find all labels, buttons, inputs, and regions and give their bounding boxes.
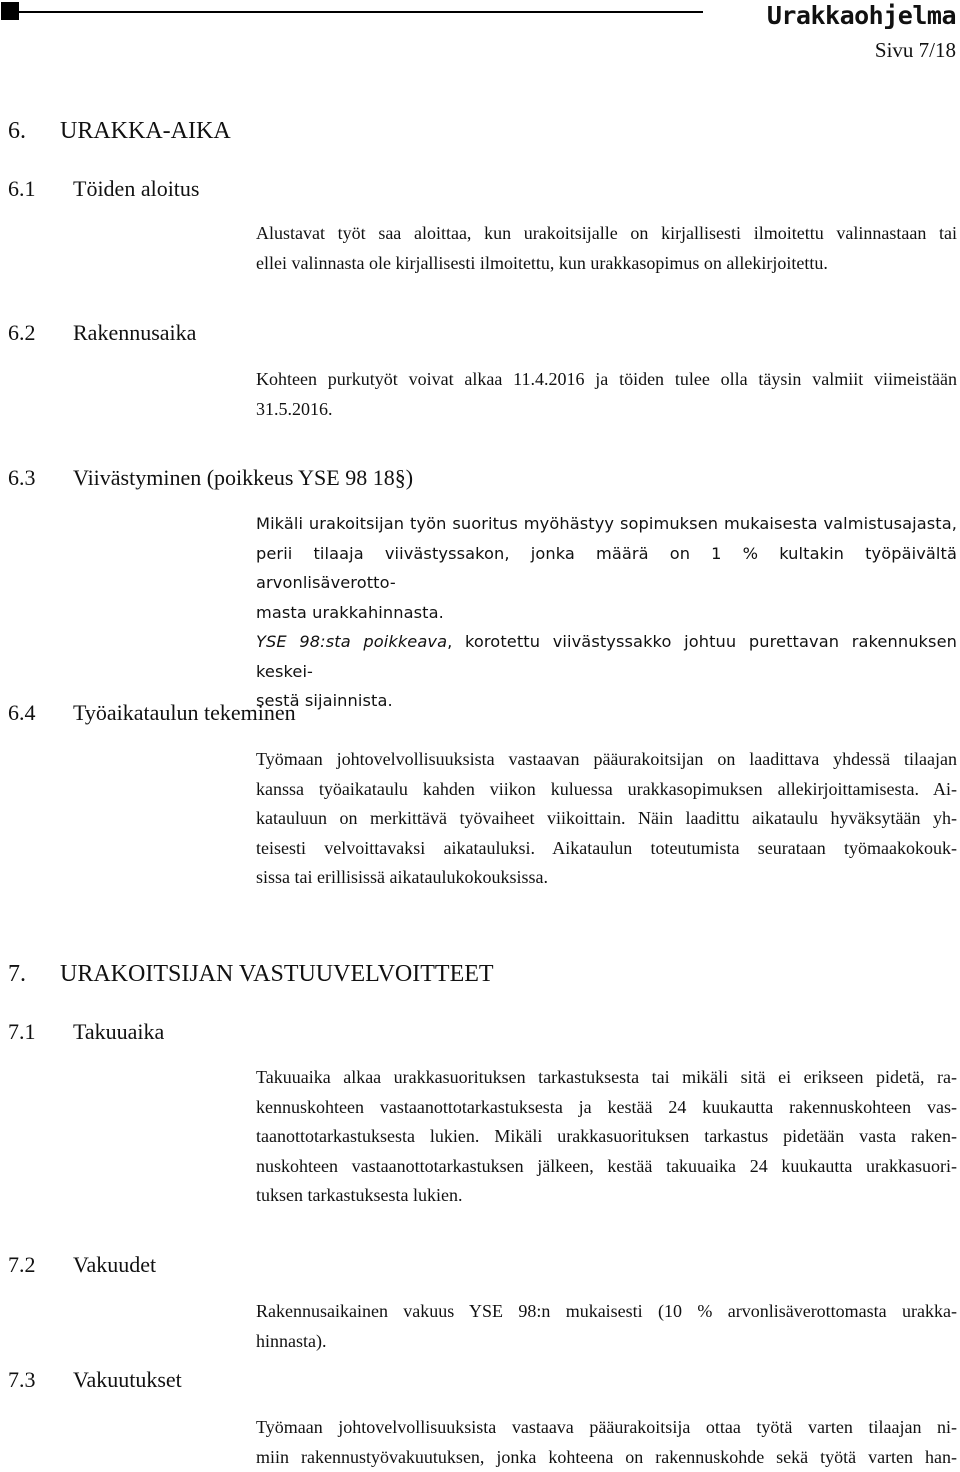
heading-section-7-1 bbox=[8, 1019, 164, 1045]
paragraph-7-2 bbox=[256, 1297, 957, 1356]
text-line: Takuuaika alkaa urakkasuorituksen tarkastuksesta tai mikäli sitä ei erikseen pidetä, ra- bbox=[256, 1063, 957, 1093]
heading-section-6-4 bbox=[8, 700, 296, 726]
text-line: Mikäli urakoitsijan työn suoritus myöhästyy sopimuksen mukaisesta valmistusajasta, bbox=[256, 509, 957, 539]
heading-section-6 bbox=[8, 118, 231, 145]
section-title: Vakuutukset bbox=[73, 1367, 182, 1392]
page-number: Sivu 7/18 bbox=[875, 38, 956, 63]
text-line: Alustavat työt saa aloittaa, kun urakoitsijalle on kirjallisesti ilmoitettu valinnastaan tai bbox=[256, 219, 957, 249]
heading-section-6-2 bbox=[8, 320, 196, 346]
section-number: 6.3 bbox=[8, 465, 73, 491]
text-line: Kohteen purkutyöt voivat alkaa 11.4.2016 ja töiden tulee olla täysin valmiit viimeistään bbox=[256, 365, 957, 395]
text-line: perii tilaaja viivästyssakon, jonka määrä on 1 % kultakin työpäivältä arvonlisäverotto- bbox=[256, 539, 957, 598]
paragraph-6-2 bbox=[256, 365, 957, 424]
text-line: kanssa työaikataulu kahden viikon kuluessa urakkasopimuksen allekirjoittamisesta. Ai- bbox=[256, 775, 957, 805]
paragraph-6-3 bbox=[256, 509, 957, 716]
section-title: Takuuaika bbox=[73, 1019, 164, 1044]
text-fragment: , korotettu viivästyssakko johtuu purettavan rakennuksen keskei- bbox=[256, 632, 957, 681]
section-number: 7.2 bbox=[8, 1252, 73, 1278]
text-line: katauluun on merkittävä työvaiheet viikoittain. Näin laadittu aikataulu hyväksytään yh- bbox=[256, 804, 957, 834]
text-line bbox=[256, 627, 957, 686]
header-rule bbox=[19, 11, 703, 13]
section-title: Vakuudet bbox=[73, 1252, 156, 1277]
header-square-mark bbox=[1, 2, 19, 20]
paragraph-7-1 bbox=[256, 1063, 957, 1211]
paragraph-6-1 bbox=[256, 219, 957, 278]
section-number: 6.4 bbox=[8, 700, 73, 726]
text-line: Työmaan johtovelvollisuuksista vastaavan pääurakoitsijan on laadittava yhdessä tilaajan bbox=[256, 745, 957, 775]
text-line: sissa tai erillisissä aikataulukokouksissa. bbox=[256, 863, 957, 893]
section-title: URAKKA-AIKA bbox=[60, 118, 231, 144]
section-number: 7. bbox=[8, 961, 60, 988]
section-title: Töiden aloitus bbox=[73, 176, 199, 201]
section-number: 6. bbox=[8, 118, 60, 145]
paragraph-7-3 bbox=[256, 1413, 957, 1472]
heading-section-7-3 bbox=[8, 1367, 182, 1393]
text-line: 31.5.2016. bbox=[256, 395, 957, 425]
text-line: Rakennusaikainen vakuus YSE 98:n mukaisesti (10 % arvonlisäverottomasta urakka- bbox=[256, 1297, 957, 1327]
text-line: miin rakennustyövakuutuksen, jonka kohteena on rakennuskohde sekä työtä varten han- bbox=[256, 1443, 957, 1472]
text-line: sestä sijainnista. bbox=[256, 686, 957, 716]
text-line: nuskohteen vastaanottotarkastuksen jälkeen, kestää takuuaika 24 kuukautta urakkasuori- bbox=[256, 1152, 957, 1182]
text-line: hinnasta). bbox=[256, 1327, 957, 1357]
text-line: ellei valinnasta ole kirjallisesti ilmoitettu, kun urakkasopimus on allekirjoitettu. bbox=[256, 249, 957, 279]
text-line: kennuskohteen vastaanottotarkastuksesta ja kestää 24 kuukautta rakennuskohteen vas- bbox=[256, 1093, 957, 1123]
italic-text: YSE 98:sta poikkeava bbox=[256, 632, 447, 651]
section-title: Rakennusaika bbox=[73, 320, 196, 345]
section-number: 7.1 bbox=[8, 1019, 73, 1045]
heading-section-7 bbox=[8, 961, 494, 988]
section-number: 6.2 bbox=[8, 320, 73, 346]
heading-section-7-2 bbox=[8, 1252, 156, 1278]
paragraph-6-4 bbox=[256, 745, 957, 893]
text-line: taanottotarkastuksesta lukien. Mikäli urakkasuorituksen tarkastus pidetään vasta raken- bbox=[256, 1122, 957, 1152]
text-line: masta urakkahinnasta. bbox=[256, 598, 957, 628]
text-line: Työmaan johtovelvollisuuksista vastaava pääurakoitsija ottaa työtä varten tilaajan ni- bbox=[256, 1413, 957, 1443]
heading-section-6-1 bbox=[8, 176, 199, 202]
section-number: 6.1 bbox=[8, 176, 73, 202]
heading-section-6-3 bbox=[8, 465, 413, 491]
section-title: URAKOITSIJAN VASTUUVELVOITTEET bbox=[60, 961, 494, 987]
section-title: Viivästyminen (poikkeus YSE 98 18§) bbox=[73, 465, 413, 490]
document-title: Urakkaohjelma bbox=[767, 1, 956, 30]
text-line: tuksen tarkastuksesta lukien. bbox=[256, 1181, 957, 1211]
section-title: Työaikataulun tekeminen bbox=[73, 700, 296, 725]
section-number: 7.3 bbox=[8, 1367, 73, 1393]
text-line: teisesti velvoittavaksi aikatauluksi. Aikataulun toteutumista seurataan työmaakokouk- bbox=[256, 834, 957, 864]
